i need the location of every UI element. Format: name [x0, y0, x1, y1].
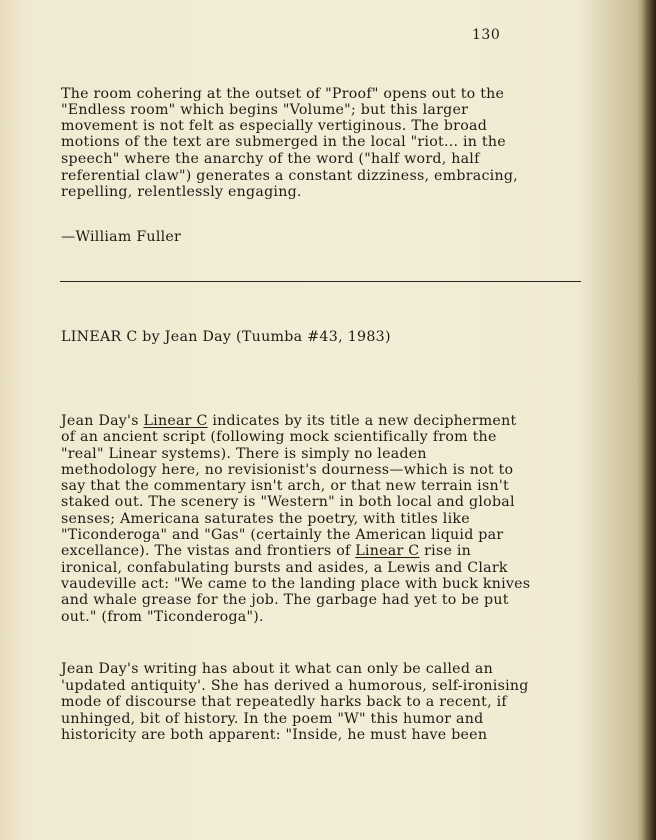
- text-line: movement is not felt as especially vertiginous. The broad: [61, 118, 488, 134]
- text-line: repelling, relentlessly engaging.: [61, 184, 302, 200]
- text-line: senses; Americana saturates the poetry, with titles like: [61, 511, 470, 527]
- text-line: out." (from "Ticonderoga").: [61, 609, 264, 625]
- text-line: The room cohering at the outset of "Proof" opens out to the: [61, 86, 505, 102]
- text-line: 'updated antiquity'. She has derived a humorous, self-ironising: [61, 678, 529, 694]
- text-line: vaudeville act: "We came to the landing place with buck knives: [61, 576, 531, 592]
- review-signature: —William Fuller: [61, 229, 182, 245]
- review-title: LINEAR C by Jean Day (Tuumba #43, 1983): [61, 329, 391, 345]
- text-line: historicity are both apparent: "Inside, he must have been: [61, 727, 488, 743]
- text-line: Jean Day's writing has about it what can only be called an: [61, 661, 494, 677]
- section-divider: [60, 281, 581, 282]
- text-line: staked out. The scenery is "Western" in both local and global: [61, 494, 515, 510]
- page-number: 130: [472, 27, 501, 43]
- book-spine-shadow: [642, 0, 656, 840]
- book-title: Linear C: [355, 543, 420, 559]
- text-line: "Ticonderoga" and "Gas" (certainly the American liquid par: [61, 527, 504, 543]
- text-line: ironical, confabulating bursts and asides, a Lewis and Clark: [61, 560, 508, 576]
- text-line: and whale grease for the job. The garbage had yet to be put: [61, 592, 509, 608]
- text-line: referential claw") generates a constant dizziness, embracing,: [61, 168, 518, 184]
- text-line: of an ancient script (following mock scientifically from the: [61, 429, 497, 445]
- book-title: Linear C: [143, 413, 208, 429]
- text-line: speech" where the anarchy of the word ("half word, half: [61, 151, 480, 167]
- text-line: excellance). The vistas and frontiers of Linear C rise in: [61, 543, 472, 559]
- text-line: say that the commentary isn't arch, or that new terrain isn't: [61, 478, 509, 494]
- text-line: "Endless room" which begins "Volume"; but this larger: [61, 102, 469, 118]
- text-line: mode of discourse that repeatedly harks back to a recent, if: [61, 694, 507, 710]
- text-line: "real" Linear systems). There is simply no leaden: [61, 446, 427, 462]
- text-line: methodology here, no revisionist's dourness—which is not to: [61, 462, 514, 478]
- text-line: motions of the text are submerged in the local "riot... in the: [61, 134, 506, 150]
- text-line: unhinged, bit of history. In the poem "W" this humor and: [61, 711, 484, 727]
- text-line: Jean Day's Linear C indicates by its title a new decipherment: [61, 413, 517, 429]
